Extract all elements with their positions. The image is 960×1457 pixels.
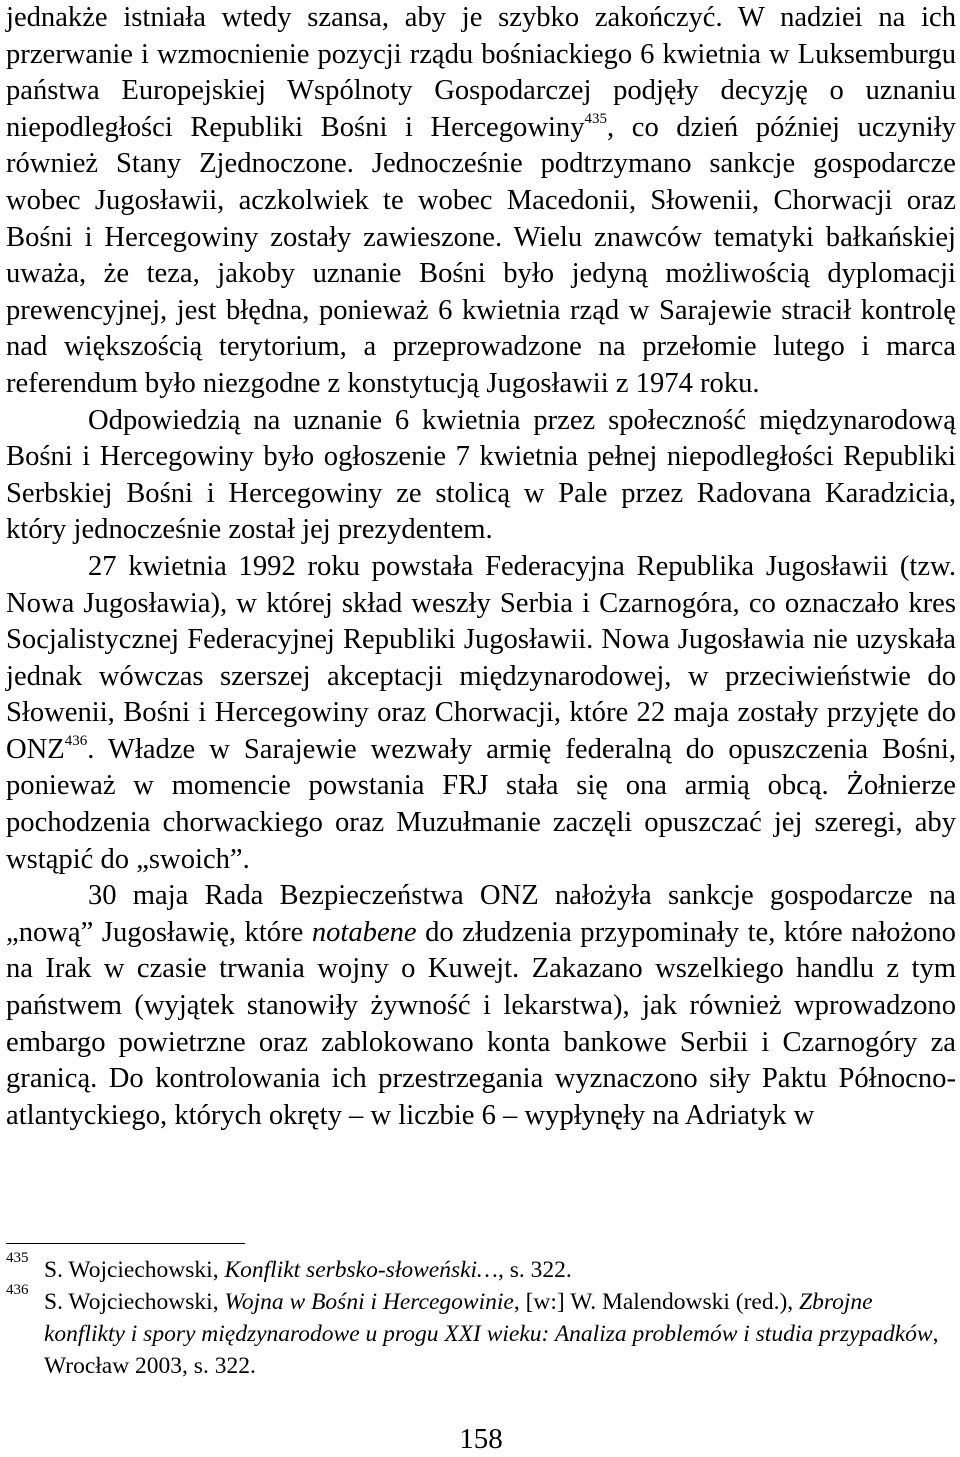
footnote-ref-436[interactable]: 436 — [64, 733, 88, 750]
paragraph-1 — [6, 0, 956, 403]
footnote-435 — [6, 1250, 956, 1286]
paragraph-4 — [6, 878, 956, 1134]
footnote-author: S. Wojciechowski, — [44, 1289, 225, 1315]
footnote-separator — [6, 1243, 245, 1244]
paragraph-4-text-b: do złudzenia przypominały te, które nałożono na Irak w czasie trwania wojny o Kuwejt. Zakazano wszelkiego handlu z tym państwem (wyjątek stanowiły żywność i lekarstwa), jak również wprowadzono embargo powietrzne oraz zablokowano konta bankowe Serbii i Czarnogóry za granicą. Do kontrolowania ich przestrzegania wyznaczono siły Paktu Północno-atlantyckiego, których okręty – w liczbie 6 – wypłynęły na Adriatyk w — [6, 916, 956, 1131]
footnote-ref-435[interactable]: 435 — [584, 111, 608, 128]
paragraph-4-text-a: 30 maja Rada Bezpieczeństwa ONZ nałożyła sankcje gospodarcze na „nową” Jugosławię, które — [6, 880, 956, 948]
paragraph-3-text-a: 27 kwietnia 1992 roku powstała Federacyjna Republika Jugosławii (tzw. Nowa Jugosławia), w której skład weszły Serbia i Czarnogóra, co oznaczało kres Socjalistycznej Federacyjnej Republiki Jugosławii. Nowa Jugosławia nie uzyskała jednak wówczas szerszej akceptacji międzynarodowej, w przeciwieństwie do Słowenii, Bośni i Hercegowiny oraz Chorwacji, które 22 maja zostały przyjęte do ONZ — [6, 550, 956, 765]
footnote-page: , Wrocław 2003, s. 322. — [44, 1321, 939, 1379]
page-number: 158 — [459, 1423, 503, 1455]
footnotes — [6, 1250, 956, 1382]
footnote-number: 436 — [6, 1282, 29, 1298]
main-text — [6, 0, 956, 1134]
paragraph-2: Odpowiedzią na uznanie 6 kwietnia przez społeczność międzynarodową Bośni i Hercegowiny było ogłoszenie 7 kwietnia pełnej niepodległości Republiki Serbskiej Bośni i Hercegowiny ze stolicą w Pale przez Radovana Karadzicia, który jednocześnie został jej prezydentem. — [6, 404, 956, 546]
footnote-book-title: Zbrojne konflikty i spory międzynarodowe u progu XXI wieku: Analiza problemów i studia przypadków — [44, 1289, 933, 1347]
footnote-title: Wojna w Bośni i Hercegowinie — [224, 1289, 514, 1315]
footnote-page: , s. 322. — [497, 1257, 572, 1283]
footnote-title: Konflikt serbsko-słoweński… — [224, 1257, 498, 1283]
paragraph-1-text-a: jednakże istniała wtedy szansa, aby je szybko zakończyć. W nadziei na ich przerwanie i wzmocnienie pozycji rządu bośniackiego 6 kwietnia w Luksemburgu państwa Europejskiej Wspólnoty Gospodarczej podjęły decyzję o uznaniu niepodległości Republiki Bośni i Hercegowiny — [6, 2, 956, 143]
footnote-author: S. Wojciechowski, — [44, 1257, 225, 1283]
footnote-number: 435 — [6, 1250, 29, 1266]
paragraph-3-text-b: . Władze w Sarajewie wezwały armię federalną do opuszczenia Bośni, ponieważ w momencie powstania FRJ stała się ona armią obcą. Żołnierze pochodzenia chorwackiego oraz Muzułmanie zaczęli opuszczać jej szeregi, aby wstąpić do „swoich”. — [6, 733, 956, 875]
paragraph-3 — [6, 549, 956, 878]
paragraph-4-emphasis: notabene — [311, 916, 417, 948]
document-page — [6, 0, 956, 1455]
paragraph-1-text-b: , co dzień później uczyniły również Stany Zjednoczone. Jednocześnie podtrzymano sankcje gospodarcze wobec Jugosławii, aczkolwiek te wobec Macedonii, Słowenii, Chorwacji oraz Bośni i Hercegowiny zostały zawieszone. Wielu znawców tematyki bałkańskiej uważa, że teza, jakoby uznanie Bośni było jedyną możliwością dyplomacji prewencyjnej, jest błędna, ponieważ 6 kwietnia rząd w Sarajewie stracił kontrolę nad większością terytorium, a przeprowadzone na przełomie lutego i marca referendum było niezgodne z konstytucją Jugosławii z 1974 roku. — [6, 111, 956, 399]
footnote-source: , [w:] W. Malendowski (red.), — [513, 1289, 800, 1315]
footnote-436 — [6, 1282, 956, 1382]
